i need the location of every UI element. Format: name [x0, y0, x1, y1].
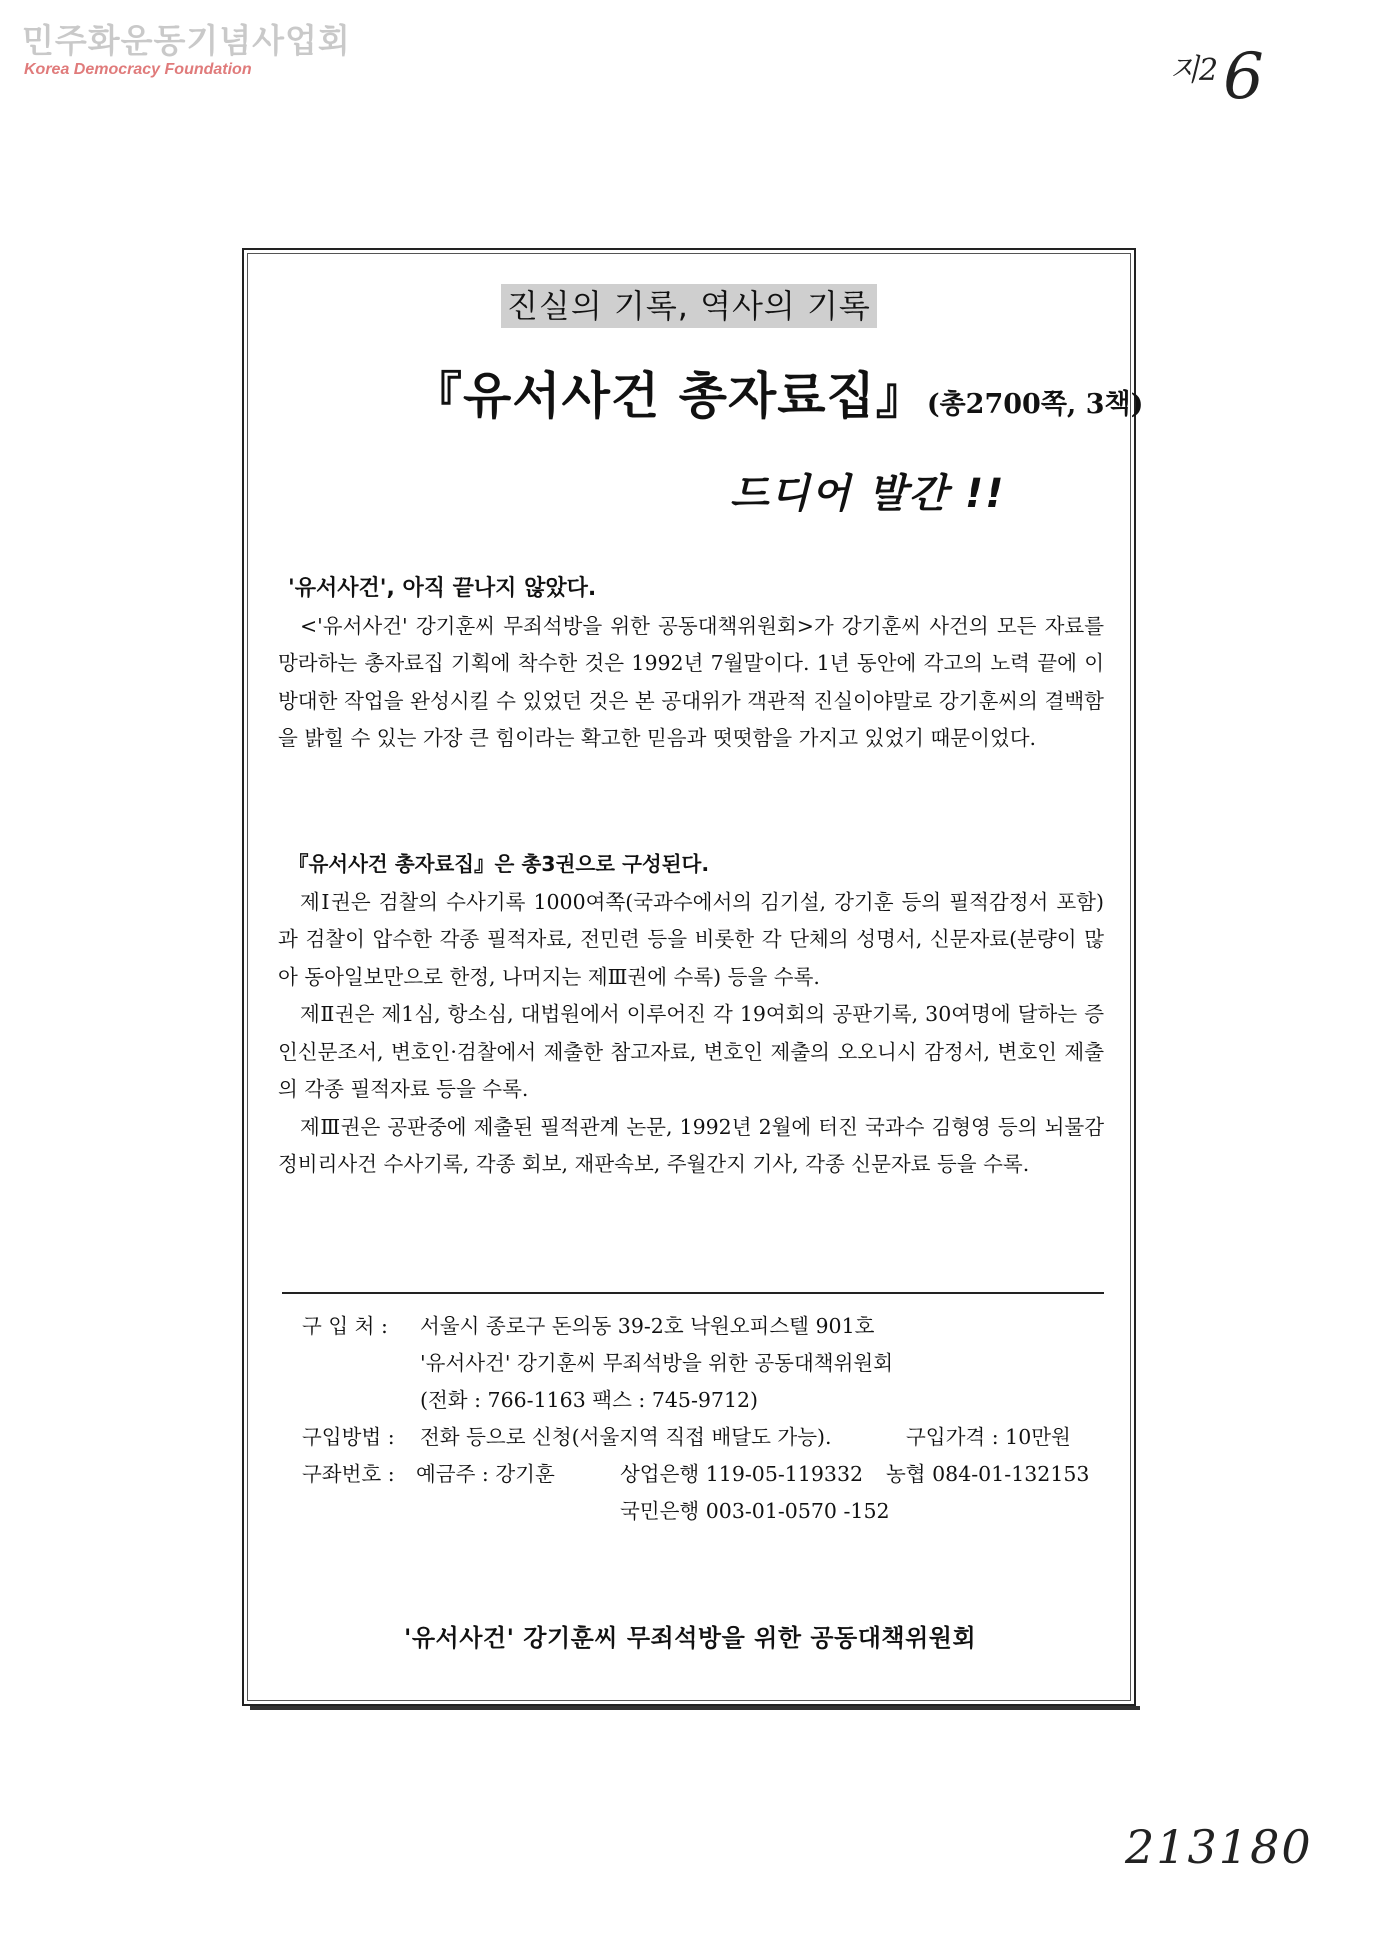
- watermark-english: Korea Democracy Foundation: [24, 61, 252, 78]
- purchase-org: '유서사건' 강기훈씨 무죄석방을 위한 공동대책위원회: [420, 1351, 894, 1375]
- title-main: 『유서사건 총자료집』: [412, 367, 927, 425]
- intro-lead: '유서사건', 아직 끝나지 않았다.: [288, 576, 597, 601]
- release-headline: 드디어 발간 !!: [730, 471, 1006, 517]
- intro-paragraph: <'유서사건' 강기훈씨 무죄석방을 위한 공동대책위원회>가 강기훈씨 사건의 모든 자료를 망라하는 총자료집 기획에 착수한 것은 1992년 7월말이다. 1년 동안에 각고의 노력 끝에 이 방대한 작업을 완성시킬 수 있었던 것은 본 공대위가 객관적 진실이야말로 강기훈씨의 결백함을 밝힐 수 있는 가장 큰 힘이라는 확고한 믿음과 떳떳함을 가지고 있었기 때문이었다.: [278, 613, 1104, 750]
- purchase-contact-row: [302, 1382, 1102, 1419]
- account-bank-1: 상업은행 119-05-119332: [620, 1462, 864, 1486]
- volume-3-description: 제Ⅲ권은 공판중에 제출된 필적관계 논문, 1992년 2월에 터진 국과수 김형영 등의 뇌물감정비리사건 수사기록, 각종 회보, 재판속보, 주월간지 기사, 각종 신문자료 등을 수록.: [278, 1114, 1104, 1176]
- account-row: [302, 1456, 1102, 1493]
- volume-2-description: 제Ⅱ권은 제1심, 항소심, 대법원에서 이루어진 각 19여회의 공판기록, 30여명에 달하는 증인신문조서, 변호인·검찰에서 제출한 참고자료, 변호인 제출의 오오니시 감정서, 변호인 제출의 각종 필적자료 등을 수록.: [278, 1002, 1104, 1101]
- purchase-place-row: [302, 1308, 1102, 1345]
- contents-lead: 『유서사건 총자료집』은 총3권으로 구성된다.: [288, 852, 710, 876]
- purchase-place-label: 구 입 처 :: [302, 1314, 388, 1338]
- handwritten-document-number: 213180: [1125, 1820, 1313, 1874]
- account-label: 구좌번호 :: [302, 1462, 395, 1486]
- contents-section: [278, 846, 1104, 1184]
- publication-title: [412, 356, 1143, 428]
- volume-1-description: 제Ⅰ권은 검찰의 수사기록 1000여쪽(국과수에서의 김기설, 강기훈 등의 필적감정서 포함)과 검찰이 압수한 각종 필적자료, 전민련 등을 비롯한 각 단체의 성명서, 신문자료(분량이 많아 동아일보만으로 한정, 나머지는 제Ⅲ권에 수록) 등을 수록.: [278, 889, 1104, 989]
- purchase-address: 서울시 종로구 돈의동 39-2호 낙원오피스텔 901호: [420, 1314, 875, 1338]
- foundation-watermark: [22, 22, 351, 80]
- purchase-method: 전화 등으로 신청(서울지역 직접 배달도 가능).: [420, 1425, 832, 1449]
- title-volume-info: (총2700쪽, 3책): [926, 389, 1144, 420]
- account-holder: 예금주 : 강기훈: [416, 1462, 555, 1486]
- purchase-price: 구입가격 : 10만원: [906, 1425, 1071, 1449]
- account-bank-2: 농협 084-01-132153: [886, 1462, 1090, 1486]
- handwritten-mark-prefix: 지2: [1170, 53, 1219, 88]
- handwritten-mark-number: 6: [1223, 40, 1264, 114]
- watermark-korean: 민주화운동기념사업회: [22, 21, 351, 60]
- purchase-method-row: [302, 1419, 1102, 1456]
- section-divider: [282, 1292, 1104, 1294]
- tagline: 진실의 기록, 역사의 기록: [501, 284, 877, 328]
- purchase-org-row: [302, 1345, 1102, 1382]
- intro-section: [278, 570, 1104, 758]
- handwritten-page-mark: [1170, 40, 1264, 114]
- account-row-2: [302, 1493, 1102, 1530]
- footer-organization: '유서사건' 강기훈씨 무죄석방을 위한 공동대책위원회: [404, 1624, 977, 1652]
- account-bank-3: 국민은행 003-01-0570 -152: [620, 1499, 890, 1523]
- purchase-method-label: 구입방법 :: [302, 1425, 395, 1449]
- purchase-contact: (전화 : 766-1163 팩스 : 745-9712): [420, 1388, 759, 1412]
- purchase-info: [302, 1308, 1102, 1530]
